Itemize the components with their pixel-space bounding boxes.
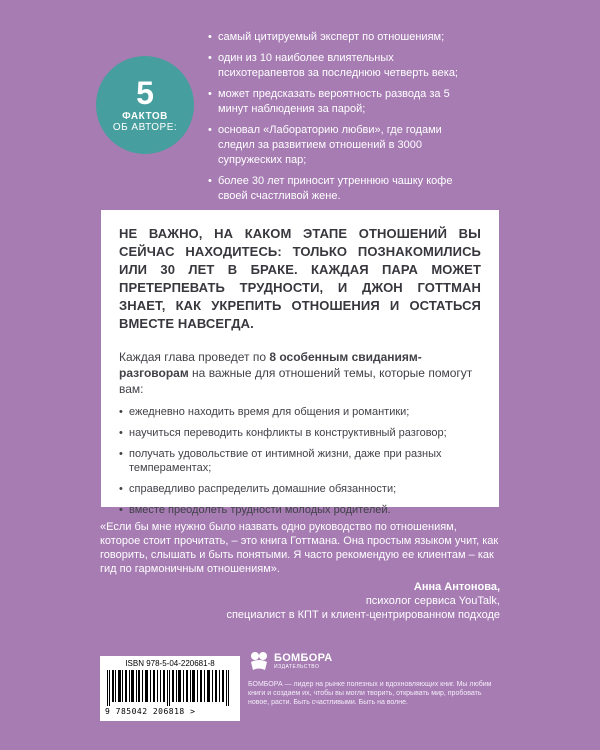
benefit-item: • справедливо распределить домашние обязанности; xyxy=(119,482,481,496)
fact-item: • может предсказать вероятность развода за 5 минут наблюдения за парой; xyxy=(208,87,478,117)
quote-author xyxy=(226,580,500,622)
badge-line2: ОБ АВТОРЕ: xyxy=(112,122,178,133)
logo-words xyxy=(274,652,333,670)
badge-line1: ФАКТОВ xyxy=(122,111,168,122)
facts-badge xyxy=(96,56,194,154)
author-facts-list xyxy=(208,30,478,210)
badge-number: 5 xyxy=(136,75,154,111)
benefits-list xyxy=(119,405,481,517)
fact-item: • самый цитируемый эксперт по отношениям; xyxy=(208,30,478,45)
logo-row xyxy=(248,650,333,672)
author-name: Анна Антонова, xyxy=(413,581,500,593)
intro-bold: 8 особенным свиданиям-разговорам xyxy=(119,350,422,380)
benefit-item: • вместе преодолеть трудности молодых родителей. xyxy=(119,503,481,517)
fact-item: • один из 10 наиболее влиятельных психотерапевтов за последнюю четверть века; xyxy=(208,51,478,81)
benefit-item: • ежедневно находить время для общения и романтики; xyxy=(119,405,481,419)
isbn-barcode-box xyxy=(100,656,240,721)
testimonial-quote xyxy=(100,520,500,576)
publisher-sub: ИЗДАТЕЛЬСТВО xyxy=(274,664,320,670)
fact-item: • более 30 лет приносит утреннюю чашку кофе своей счастливой жене. xyxy=(208,174,478,204)
summary-intro xyxy=(119,349,481,397)
intro-after: на важные для отношений темы, которые помогут вам: xyxy=(119,366,473,396)
fact-item: • основал «Лабораторию любви», где годами следил за развитием отношений в 3000 супружеских пар; xyxy=(208,123,478,168)
publisher-about: БОМБОРА — лидер на рынке полезных и вдохновляющих книг. Мы любим книги и создаем их, чтобы вы могли творить, открывать мир, пробовать новое, расти. Быть счастливыми. Быть на волне. xyxy=(248,681,492,706)
benefit-item: • научиться переводить конфликты в конструктивный разговор; xyxy=(119,426,481,440)
intro-before: Каждая глава проведет по xyxy=(119,350,270,364)
author-role: психолог сервиса YouTalk, xyxy=(365,595,500,607)
benefit-item: • получать удовольствие от интимной жизни, даже при разных темпераментах; xyxy=(119,447,481,475)
barcode-digits: 9 785042 206818 > xyxy=(105,707,196,716)
publisher-name: БОМБОРА xyxy=(274,652,333,664)
barcode-icon xyxy=(105,670,233,706)
summary-lead: НЕ ВАЖНО, НА КАКОМ ЭТАПЕ ОТНОШЕНИЙ ВЫ СЕЙЧАС НАХОДИТЕСЬ: ТОЛЬКО ПОЗНАКОМИЛИСЬ ИЛИ 30 ЛЕТ В БРАКЕ. КАЖДАЯ ПАРА МОЖЕТ ПРЕТЕРПЕВАТЬ ТРУДНОСТИ, И ДЖОН ГОТТМАН ЗНАЕТ, КАК УКРЕПИТЬ ОТНОШЕНИЯ И ОСТАТЬСЯ ВМЕСТЕ НАВСЕГДА. xyxy=(119,226,481,331)
quote-text: «Если бы мне нужно было назвать одно руководство по отношениям, которое стоит прочитать, – это книга Готтмана. Она простым языком учит, как говорить, слышать и быть понятыми. Я часто рекомендую ее клиентам – как гид по гармоничным отношениям». xyxy=(100,521,499,575)
author-specialty: специалист в КПТ и клиент-центрированном подходе xyxy=(226,609,500,621)
book-summary-box xyxy=(101,210,499,516)
isbn-label: ISBN 978-5-04-220681-8 xyxy=(125,659,215,668)
publisher-logo xyxy=(248,650,333,672)
bombora-logo-icon xyxy=(248,650,270,672)
